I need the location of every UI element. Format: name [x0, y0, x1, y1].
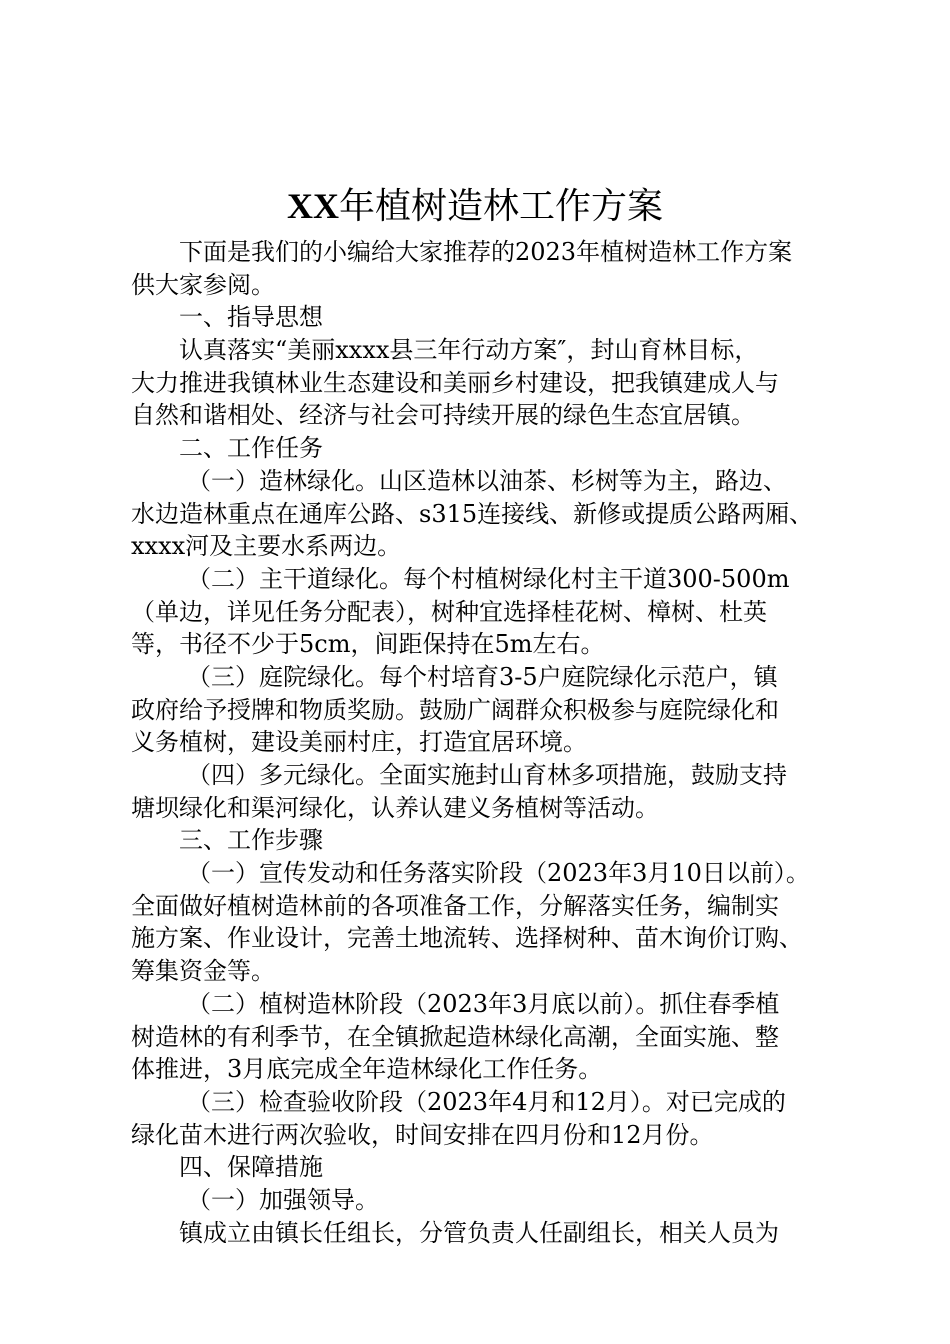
document-title — [0, 182, 950, 231]
paragraph-line: 下面是我们的小编给大家推荐的2023年植树造林工作方案 — [179, 238, 793, 266]
paragraph-line: （三）检查验收阶段（2023年4月和12月）。对已完成的 — [187, 1087, 786, 1116]
paragraph-line: （三）庭院绿化。每个村培育3-5户庭院绿化示范户，镇 — [187, 662, 778, 691]
document-body — [131, 236, 836, 1249]
paragraph-line: （一）加强领导。 — [187, 1185, 379, 1214]
paragraph-line: 自然和谐相处、经济与社会可持续开展的绿色生态宜居镇。 — [131, 401, 755, 430]
section-heading: 四、保障措施 — [179, 1153, 323, 1182]
paragraph-line: 绿化苗木进行两次验收，时间安排在四月份和12月份。 — [131, 1120, 714, 1149]
paragraph-line: （四）多元绿化。全面实施封山育林多项措施，鼓励支持 — [187, 761, 787, 789]
title-prefix: XX — [286, 186, 339, 226]
paragraph-line: （单边，详见任务分配表），树种宜选择桂花树、樟树、杜英 — [131, 597, 767, 626]
paragraph-line: 体推进，3月底完成全年造林绿化工作任务。 — [131, 1055, 603, 1084]
paragraph-line: 施方案、作业设计，完善土地流转、选择树种、苗木询价订购、 — [131, 924, 803, 953]
paragraph-line: （二）植树造林阶段（2023年3月底以前）。抓住春季植 — [187, 989, 780, 1018]
paragraph-line: 政府给予授牌和物质奖励。鼓励广阔群众积极参与庭院绿化和 — [131, 695, 779, 724]
paragraph-line: （二）主干道绿化。每个村植树绿化村主干道300-500m — [187, 564, 790, 593]
paragraph-line: 塘坝绿化和渠河绿化，认养认建义务植树等活动。 — [131, 793, 659, 822]
paragraph-line: （一）造林绿化。山区造林以油茶、杉树等为主，路边、 — [187, 466, 787, 495]
paragraph-line: （一）宣传发动和任务落实阶段（2023年3月10日以前）。 — [187, 859, 810, 888]
section-heading: 二、工作任务 — [179, 434, 323, 463]
title-rest: 年植树造林工作方案 — [338, 186, 663, 227]
paragraph-line: 认真落实“美丽xxxx县三年行动方案″，封山育林目标， — [179, 336, 759, 365]
paragraph-line: 供大家参阅。 — [131, 270, 275, 299]
paragraph-line: 义务植树，建设美丽村庄，打造宜居环境。 — [131, 728, 587, 757]
paragraph-line: 等，书径不少于5cm，间距保持在5m左右。 — [131, 630, 605, 659]
paragraph-line: 大力推进我镇林业生态建设和美丽乡村建设，把我镇建成人与 — [131, 368, 779, 397]
paragraph-line: 镇成立由镇长任组长，分管负责人任副组长，相关人员为 — [179, 1218, 779, 1247]
paragraph-line: xxxx河及主要水系两边。 — [131, 532, 402, 561]
paragraph-line: 全面做好植树造林前的各项准备工作，分解落实任务，编制实 — [131, 891, 779, 920]
paragraph-line: 筹集资金等。 — [131, 957, 275, 986]
section-heading: 一、指导思想 — [179, 303, 323, 332]
paragraph-line: 水边造林重点在通库公路、s315连接线、新修或提质公路两厢、 — [131, 499, 814, 528]
section-heading: 三、工作步骤 — [179, 826, 323, 855]
paragraph-line: 树造林的有利季节，在全镇掀起造林绿化高潮，全面实施、整 — [131, 1022, 779, 1051]
